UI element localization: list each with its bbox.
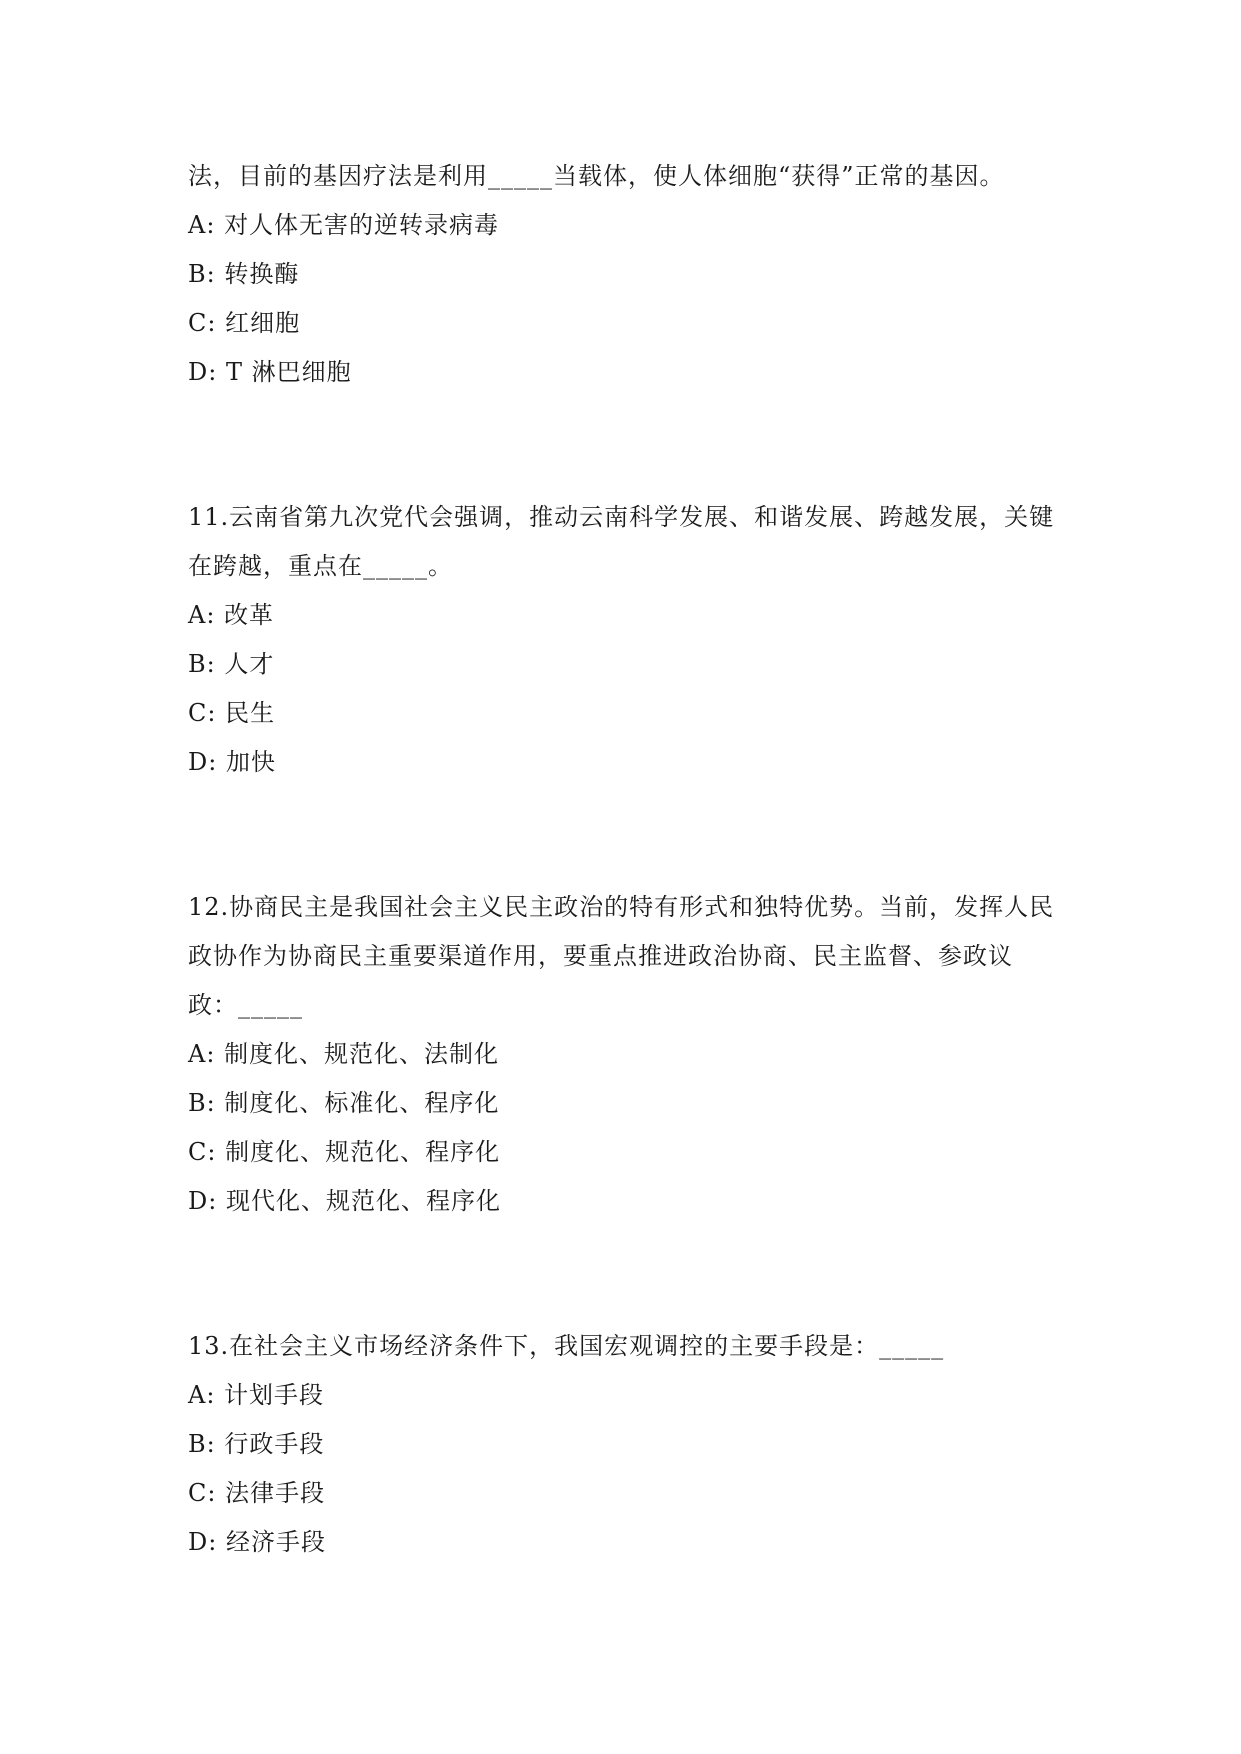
- question-stem-line: 11.云南省第九次党代会强调，推动云南科学发展、和谐发展、跨越发展，关键: [188, 503, 1055, 531]
- option-c: [188, 307, 300, 339]
- option-label: A:: [188, 601, 216, 629]
- option-b: [188, 648, 274, 680]
- question-stem-line: 在跨越，重点在_____。: [188, 552, 453, 580]
- option-a: [188, 1379, 324, 1411]
- option-label: D:: [188, 1528, 218, 1556]
- option-label: D:: [188, 1187, 218, 1215]
- option-text: 制度化、规范化、法制化: [224, 1040, 500, 1068]
- option-label: D:: [188, 358, 218, 386]
- question-stem-line: 政：_____: [188, 991, 303, 1019]
- question-stem-line: 法，目前的基因疗法是利用_____当载体，使人体细胞“获得”正常的基因。: [188, 162, 1005, 190]
- option-text: 红细胞: [225, 309, 301, 337]
- option-a: [188, 1038, 499, 1070]
- option-d: [188, 1185, 501, 1217]
- option-label: C:: [188, 699, 217, 727]
- option-label: A:: [188, 1040, 216, 1068]
- option-c: [188, 1477, 325, 1509]
- option-text: 转换酶: [224, 260, 300, 288]
- option-label: A:: [188, 211, 216, 239]
- option-a: [188, 209, 499, 241]
- option-text: 现代化、规范化、程序化: [225, 1187, 501, 1215]
- option-d: [188, 1526, 326, 1558]
- option-label: B:: [188, 1430, 216, 1458]
- option-text: 改革: [224, 601, 275, 629]
- option-text: 制度化、规范化、程序化: [225, 1138, 501, 1166]
- option-text: 行政手段: [224, 1430, 325, 1458]
- option-text: 制度化、标准化、程序化: [224, 1089, 500, 1117]
- option-text: 经济手段: [225, 1528, 326, 1556]
- option-label: B:: [188, 1089, 216, 1117]
- option-text: T 淋巴细胞: [225, 358, 352, 386]
- option-label: B:: [188, 650, 216, 678]
- option-label: D:: [188, 748, 218, 776]
- option-text: 人才: [224, 650, 275, 678]
- option-text: 计划手段: [224, 1381, 325, 1409]
- question-stem-line: 12.协商民主是我国社会主义民主政治的特有形式和独特优势。当前，发挥人民: [188, 893, 1055, 921]
- option-c: [188, 1136, 500, 1168]
- option-b: [188, 1428, 324, 1460]
- option-label: C:: [188, 309, 217, 337]
- question-stem-line: 政协作为协商民主重要渠道作用，要重点推进政治协商、民主监督、参政议: [188, 942, 1013, 970]
- option-label: B:: [188, 260, 216, 288]
- option-text: 法律手段: [225, 1479, 326, 1507]
- option-b: [188, 1087, 499, 1119]
- question-stem-line: 13.在社会主义市场经济条件下，我国宏观调控的主要手段是：_____: [188, 1332, 945, 1360]
- option-text: 加快: [225, 748, 276, 776]
- option-label: C:: [188, 1479, 217, 1507]
- option-d: [188, 356, 352, 388]
- option-d: [188, 746, 276, 778]
- option-text: 对人体无害的逆转录病毒: [224, 211, 500, 239]
- option-text: 民生: [225, 699, 276, 727]
- option-a: [188, 599, 274, 631]
- option-b: [188, 258, 299, 290]
- option-label: C:: [188, 1138, 217, 1166]
- option-c: [188, 697, 275, 729]
- option-label: A:: [188, 1381, 216, 1409]
